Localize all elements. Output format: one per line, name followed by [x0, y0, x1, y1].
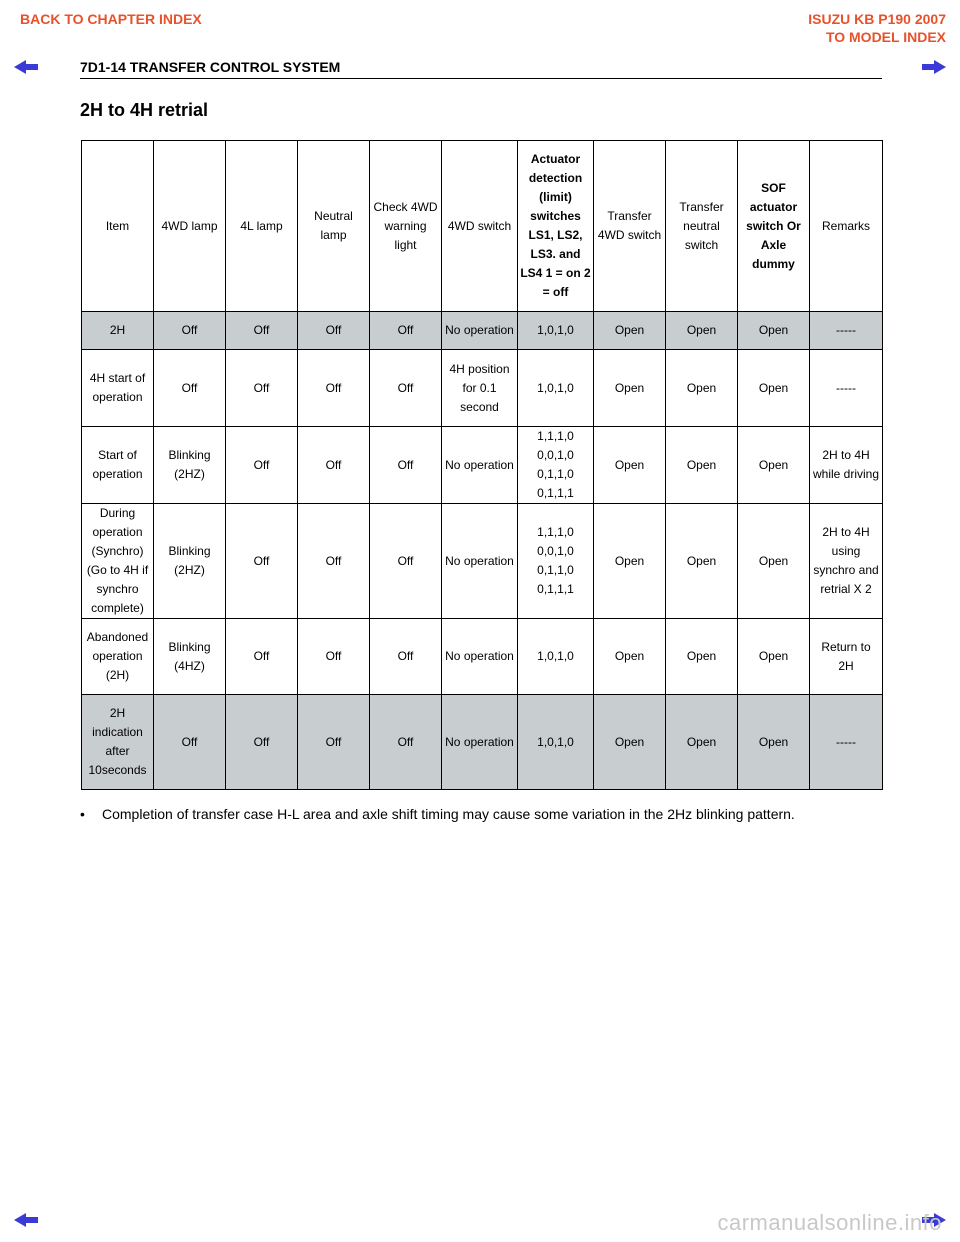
table-cell: 2H to 4H using synchro and retrial X 2: [810, 504, 883, 619]
table-cell: Return to 2H: [810, 619, 883, 695]
table-cell: Open: [666, 350, 738, 427]
table-cell: Open: [594, 312, 666, 350]
table-cell: Open: [666, 312, 738, 350]
table-cell: 1,0,1,0: [518, 350, 594, 427]
table-cell: 1,0,1,0: [518, 695, 594, 790]
table-cell: No operation: [442, 695, 518, 790]
table-cell: Off: [298, 312, 370, 350]
previous-page-arrow-icon[interactable]: [12, 1211, 40, 1229]
table-cell: Off: [370, 350, 442, 427]
table-cell: 1,0,1,0: [518, 312, 594, 350]
column-header: 4WD lamp: [154, 141, 226, 312]
table-cell: Off: [226, 695, 298, 790]
table-cell: Off: [226, 504, 298, 619]
table-cell: Open: [738, 695, 810, 790]
table-cell: Off: [370, 312, 442, 350]
table-cell: Open: [594, 427, 666, 504]
table-cell: Off: [370, 695, 442, 790]
table-cell: Open: [738, 427, 810, 504]
table-cell: Open: [594, 619, 666, 695]
table-cell: 2H indication after 10seconds: [82, 695, 154, 790]
table-cell: Open: [666, 427, 738, 504]
back-to-chapter-index-link[interactable]: BACK TO CHAPTER INDEX: [20, 11, 202, 27]
column-header: 4L lamp: [226, 141, 298, 312]
column-header: Neutral lamp: [298, 141, 370, 312]
table-cell: -----: [810, 695, 883, 790]
table-cell: Off: [154, 312, 226, 350]
table-cell: Off: [226, 350, 298, 427]
table-cell: -----: [810, 350, 883, 427]
table-cell: -----: [810, 312, 883, 350]
table-cell: No operation: [442, 504, 518, 619]
column-header: 4WD switch: [442, 141, 518, 312]
table-row: [82, 427, 883, 504]
table-cell: During operation (Synchro) (Go to 4H if synchro complete): [82, 504, 154, 619]
table-row: [82, 312, 883, 350]
table-cell: Blinking (2HZ): [154, 427, 226, 504]
column-header: Remarks: [810, 141, 883, 312]
table-row: [82, 695, 883, 790]
table-cell: Abandoned operation (2H): [82, 619, 154, 695]
table-cell: 1,1,1,0 0,0,1,0 0,1,1,0 0,1,1,1: [518, 504, 594, 619]
table-cell: Off: [298, 350, 370, 427]
table-cell: Open: [738, 350, 810, 427]
table-cell: Off: [226, 619, 298, 695]
table-cell: Off: [370, 619, 442, 695]
table-cell: Open: [666, 695, 738, 790]
watermark: carmanualsonline.info: [717, 1210, 942, 1235]
table-cell: No operation: [442, 312, 518, 350]
note-bullet-item: [80, 806, 900, 822]
table-cell: Start of operation: [82, 427, 154, 504]
table-cell: Open: [594, 695, 666, 790]
table-cell: Open: [738, 312, 810, 350]
column-header: Transfer neutral switch: [666, 141, 738, 312]
table-cell: Open: [666, 619, 738, 695]
table-cell: 2H: [82, 312, 154, 350]
column-header: SOF actuator switch Or Axle dummy: [738, 141, 810, 312]
table-cell: No operation: [442, 619, 518, 695]
table-cell: Off: [370, 504, 442, 619]
bullet-icon: •: [80, 806, 85, 822]
table-cell: Off: [298, 695, 370, 790]
table-cell: 1,0,1,0: [518, 619, 594, 695]
column-header: Actuator detection (limit) switches LS1, LS2, LS3. and LS4 1 = on 2 = off: [518, 141, 594, 312]
table-cell: 4H position for 0.1 second: [442, 350, 518, 427]
next-page-arrow-icon[interactable]: [920, 58, 948, 76]
table-cell: Off: [298, 619, 370, 695]
table-cell: Off: [154, 350, 226, 427]
column-header: Check 4WD warning light: [370, 141, 442, 312]
table-cell: Off: [370, 427, 442, 504]
column-header: Item: [82, 141, 154, 312]
to-model-index-link[interactable]: TO MODEL INDEX: [825, 29, 946, 45]
table-cell: Open: [738, 504, 810, 619]
table-cell: Off: [226, 312, 298, 350]
table-cell: Open: [594, 350, 666, 427]
section-title: 2H to 4H retrial: [80, 100, 209, 120]
page-header: 7D1-14 TRANSFER CONTROL SYSTEM: [80, 59, 882, 79]
table-cell: Off: [298, 504, 370, 619]
table-cell: Blinking (4HZ): [154, 619, 226, 695]
table-cell: Open: [666, 504, 738, 619]
table-cell: Off: [298, 427, 370, 504]
table-row: [82, 350, 883, 427]
table-row: [82, 504, 883, 619]
table-cell: 1,1,1,0 0,0,1,0 0,1,1,0 0,1,1,1: [518, 427, 594, 504]
table-header-row: [82, 141, 883, 312]
table-cell: No operation: [442, 427, 518, 504]
table-cell: 2H to 4H while driving: [810, 427, 883, 504]
table-cell: Open: [738, 619, 810, 695]
table-cell: Open: [594, 504, 666, 619]
model-title-link[interactable]: ISUZU KB P190 2007: [808, 11, 946, 27]
previous-page-arrow-icon[interactable]: [12, 58, 40, 76]
table-cell: Off: [226, 427, 298, 504]
note-text: Completion of transfer case H-L area and axle shift timing may cause some variation in the 2Hz blinking pattern.: [102, 806, 795, 822]
table-cell: 4H start of operation: [82, 350, 154, 427]
table-cell: Off: [154, 695, 226, 790]
table-cell: Blinking (2HZ): [154, 504, 226, 619]
table-row: [82, 619, 883, 695]
transfer-retrial-table: [81, 140, 883, 790]
column-header: Transfer 4WD switch: [594, 141, 666, 312]
